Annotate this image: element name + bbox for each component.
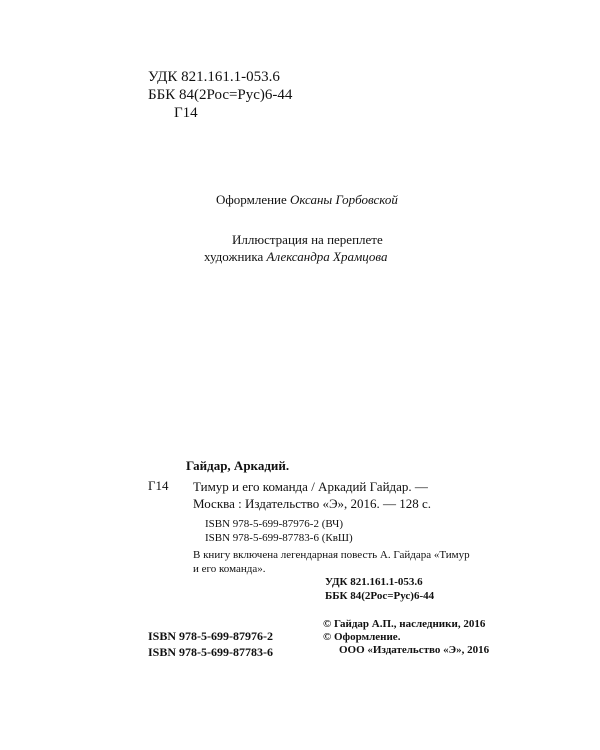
illustration-credit-prefix: художника (204, 249, 264, 264)
catalog-bbk: ББК 84(2Рос=Рус)6-44 (325, 590, 435, 602)
header-code: Г14 (174, 105, 198, 121)
illustration-credit (204, 231, 388, 265)
catalog-annotation-line2: и его команда». (193, 563, 266, 575)
design-credit-name: Оксаны Горбовской (290, 192, 398, 207)
catalog-isbn-2: ISBN 978-5-699-87783-6 (КвШ) (205, 532, 353, 544)
footer-copyright-1: © Гайдар А.П., наследники, 2016 (323, 618, 486, 630)
footer-copyright (323, 618, 489, 657)
design-credit (216, 192, 398, 208)
catalog-annotation (193, 548, 470, 576)
catalog-isbn-1: ISBN 978-5-699-87976-2 (ВЧ) (205, 518, 343, 530)
catalog-classification (325, 575, 434, 603)
catalog-title-line1: Тимур и его команда / Аркадий Гайдар. — (193, 479, 428, 494)
footer-copyright-2: © Оформление. (323, 631, 401, 643)
catalog-title-line2: Москва : Издательство «Э», 2016. — 128 с. (193, 496, 432, 511)
catalog-udk: УДК 821.161.1-053.6 (325, 576, 423, 588)
footer-isbn (148, 628, 273, 660)
header-bbk: ББК 84(2Рос=Рус)6-44 (148, 87, 293, 103)
footer-isbn-2: ISBN 978-5-699-87783-6 (148, 645, 273, 659)
header-classification (148, 68, 292, 122)
catalog-code: Г14 (148, 478, 169, 493)
header-udk: УДК 821.161.1-053.6 (148, 69, 280, 85)
catalog-annotation-line1: В книгу включена легендарная повесть А. Гайдара «Тимур (193, 549, 470, 561)
illustration-credit-line1: Иллюстрация на переплете (232, 232, 383, 247)
catalog-title (193, 478, 431, 512)
footer-isbn-1: ISBN 978-5-699-87976-2 (148, 629, 273, 643)
catalog-isbn (205, 517, 353, 545)
catalog-author: Гайдар, Аркадий. (186, 458, 290, 473)
illustration-credit-name: Александра Храмцова (266, 249, 388, 264)
illustration-credit-line2 (204, 248, 387, 265)
design-credit-prefix: Оформление (216, 192, 287, 207)
footer-copyright-3: ООО «Издательство «Э», 2016 (339, 644, 490, 656)
